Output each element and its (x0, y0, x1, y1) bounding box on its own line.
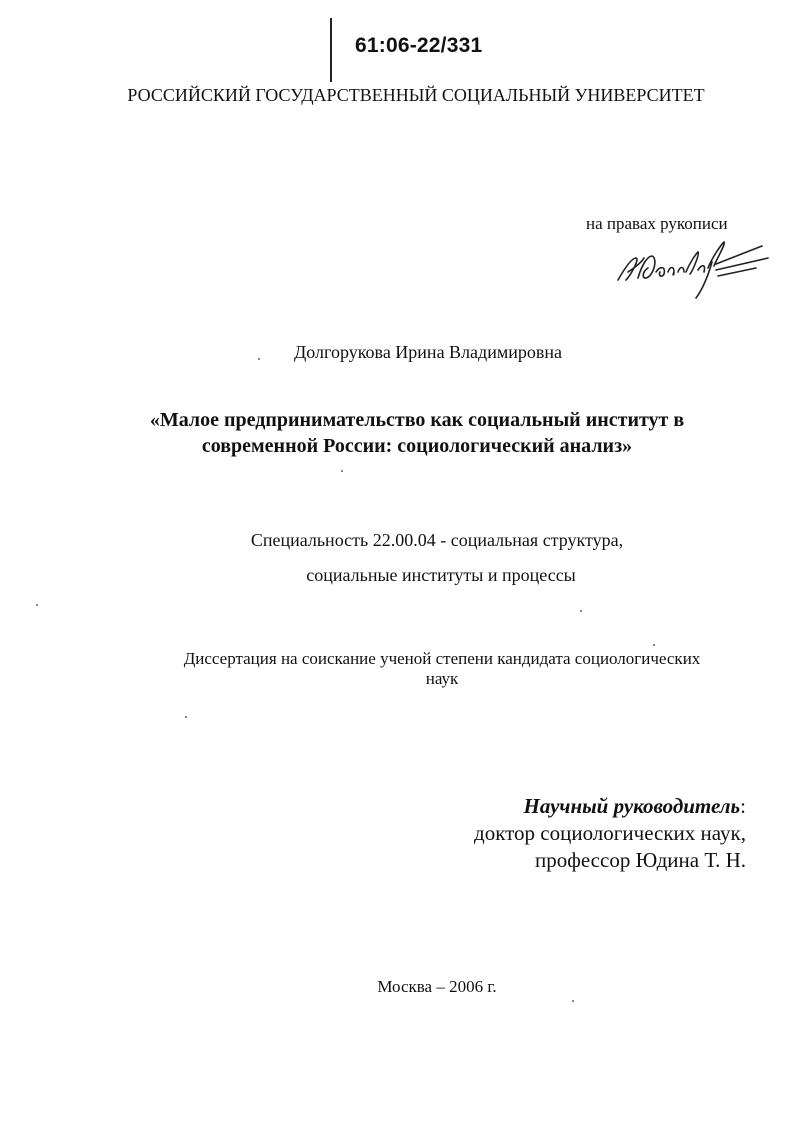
dissertation-degree (0, 649, 794, 689)
university-name: РОССИЙСКИЙ ГОСУДАРСТВЕННЫЙ СОЦИАЛЬНЫЙ УНИВЕРСИТЕТ (127, 85, 705, 105)
scientific-supervisor (474, 793, 746, 874)
scan-speck (580, 610, 582, 612)
manuscript-rights-note: на правах рукописи (586, 214, 728, 233)
dissertation-line-1: Диссертация на соискание ученой степени кандидата социологических (183, 649, 701, 668)
specialty-line-1: Специальность 22.00.04 - социальная структура, (250, 530, 624, 550)
supervisor-role: Научный руководитель (523, 794, 741, 818)
supervisor-heading (474, 793, 746, 820)
dissertation-title (0, 407, 794, 459)
stamp-divider (330, 18, 332, 82)
author-name: Долгорукова Ирина Владимировна (294, 342, 562, 362)
scan-speck (185, 716, 187, 718)
specialty-line-2: социальные институты и процессы (306, 565, 576, 585)
handwritten-signature-icon (612, 232, 772, 304)
title-line-1: «Малое предпринимательство как социальный институт в (149, 409, 685, 431)
scan-speck (572, 1000, 574, 1002)
archive-stamp-code: 61:06-22/331 (355, 34, 483, 57)
supervisor-degree: доктор социологических наук, (474, 821, 746, 845)
scan-speck (36, 604, 38, 606)
title-line-2: современной России: социологический анализ» (201, 435, 633, 457)
supervisor-name: профессор Юдина Т. Н. (534, 848, 746, 872)
city-year: Москва – 2006 г. (377, 977, 497, 996)
supervisor-colon: : (740, 794, 746, 818)
scan-speck (258, 358, 260, 360)
dissertation-line-2: наук (425, 669, 459, 688)
scan-speck (341, 470, 343, 472)
scan-speck (653, 644, 655, 646)
